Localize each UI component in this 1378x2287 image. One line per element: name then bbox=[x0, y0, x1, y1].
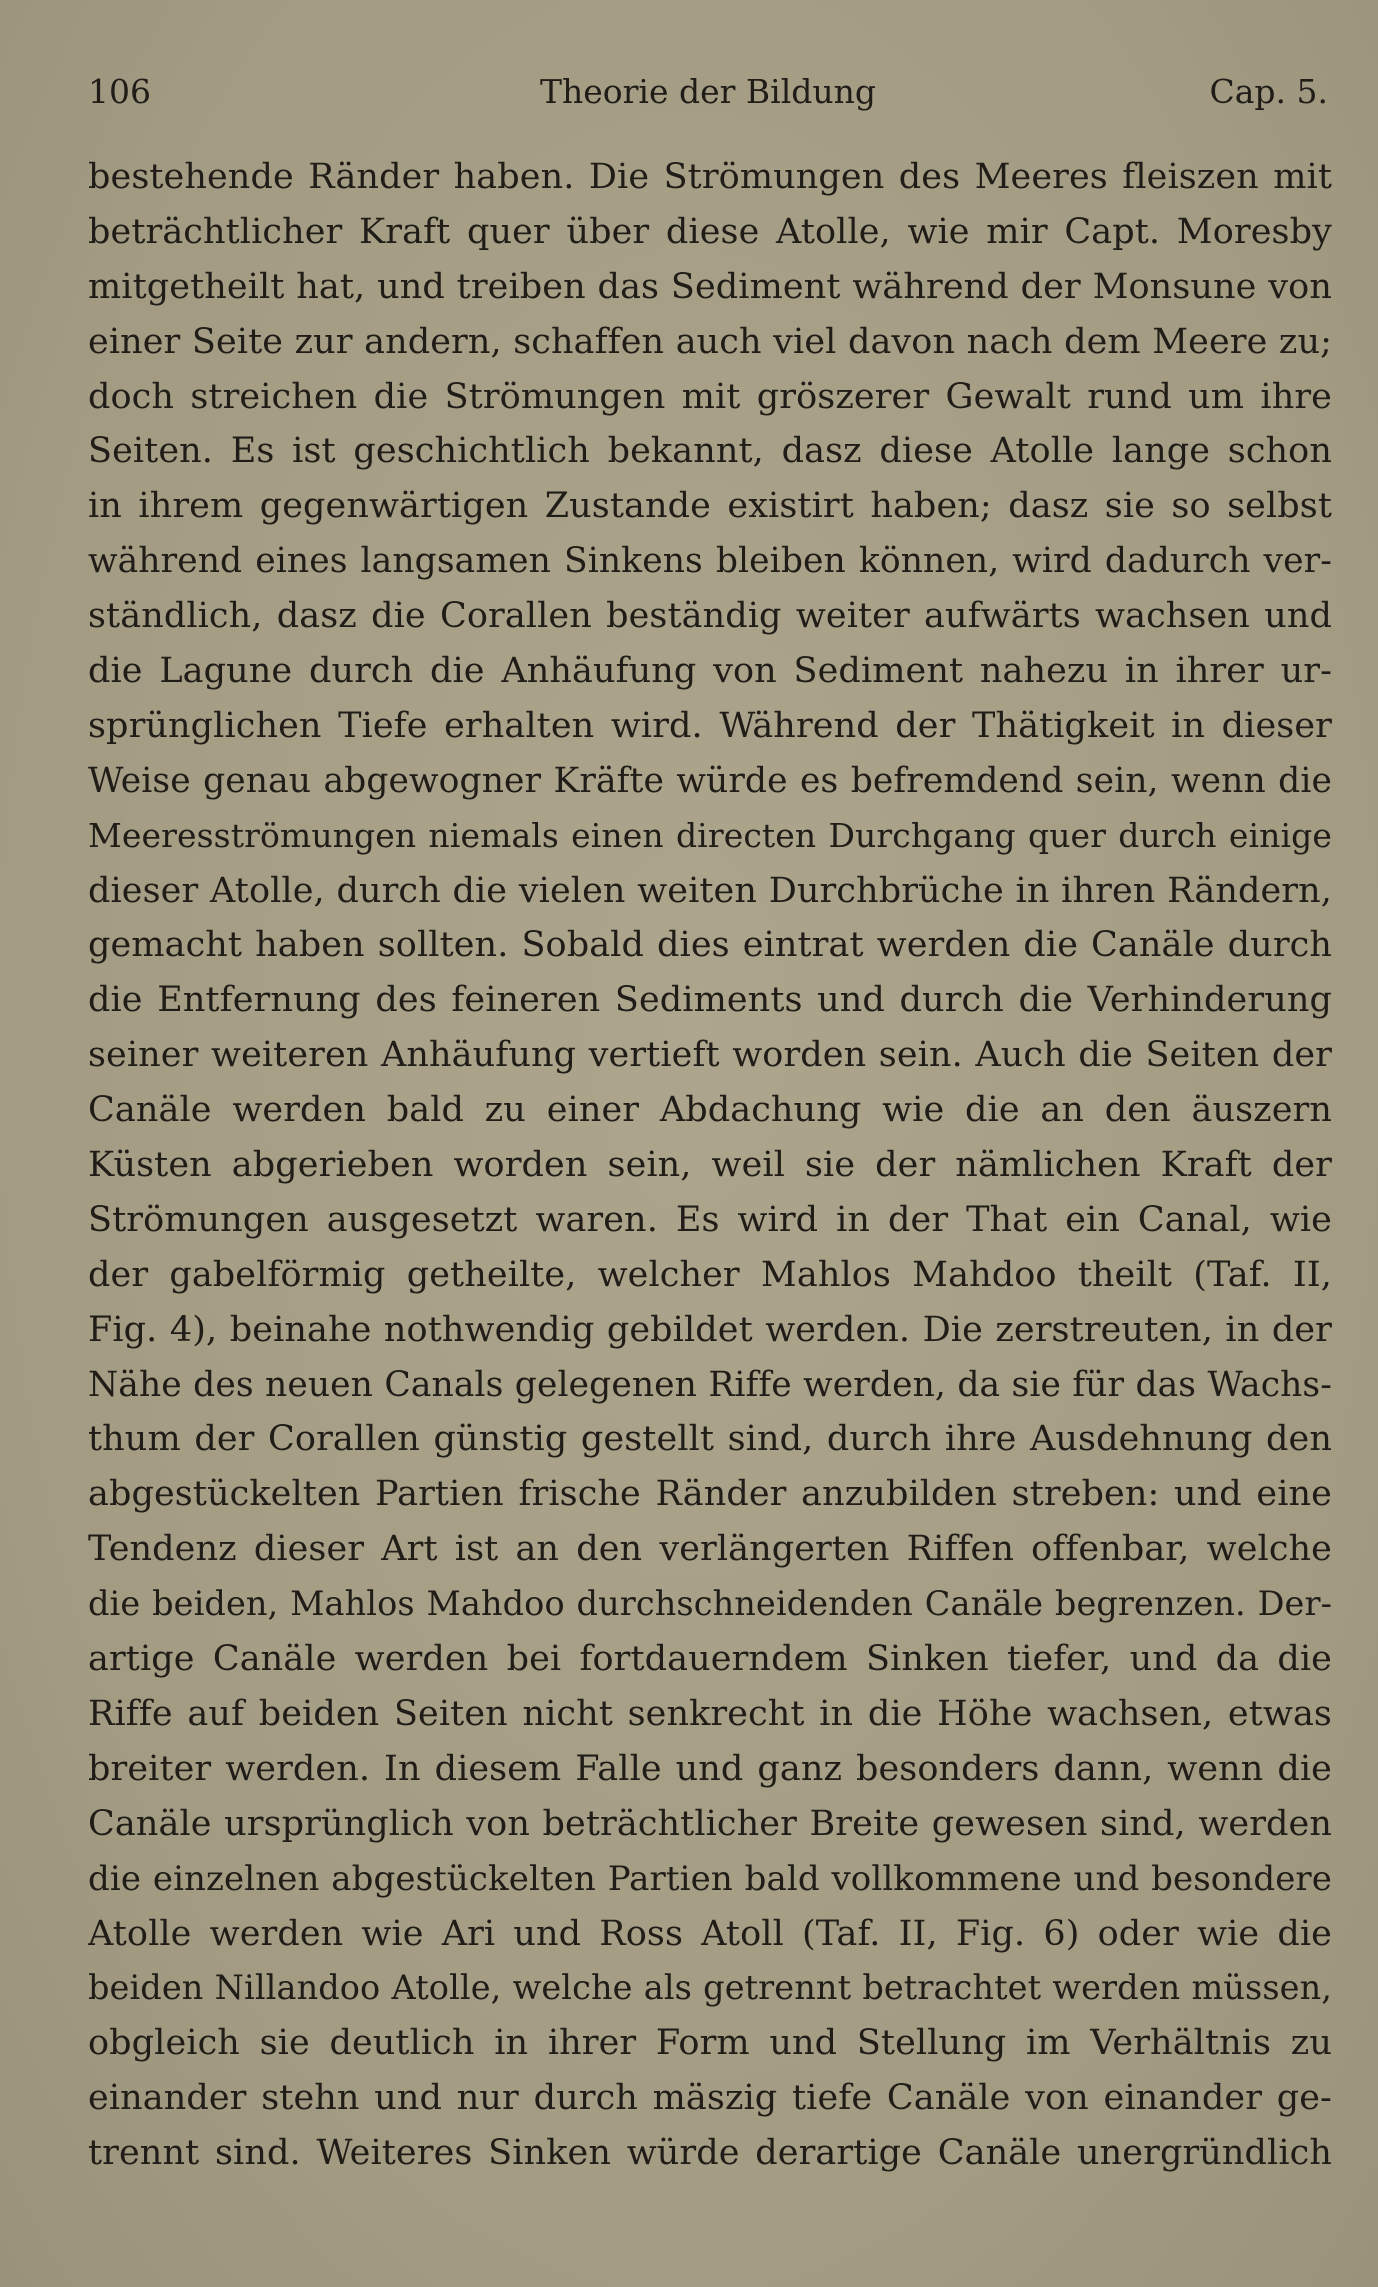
text-line: doch streichen die Strömungen mit gröszerer Gewalt rund um ihre bbox=[88, 376, 1332, 417]
text-line: Riffe auf beiden Seiten nicht senkrecht in die Höhe wachsen, etwas bbox=[88, 1693, 1332, 1734]
text-line: der gabelförmig getheilte, welcher Mahlos Mahdoo theilt (Taf. II, bbox=[88, 1254, 1332, 1295]
text-line: dieser Atolle, durch die vielen weiten Durchbrüche in ihren Rändern, bbox=[88, 870, 1332, 911]
text-line: in ihrem gegenwärtigen Zustande existirt haben; dasz sie so selbst bbox=[88, 486, 1332, 527]
text-line: Tendenz dieser Art ist an den verlängerten Riffen offenbar, welche bbox=[88, 1529, 1332, 1570]
text-line: die Entfernung des feineren Sediments und durch die Verhinderung bbox=[88, 980, 1332, 1021]
chapter-label: Cap. 5. bbox=[1209, 72, 1328, 111]
page-number: 106 bbox=[88, 72, 151, 111]
text-line: die Lagune durch die Anhäufung von Sediment nahezu in ihrer ur- bbox=[88, 651, 1332, 692]
text-line: Weise genau abgewogner Kräfte würde es befremdend sein, wenn die bbox=[88, 760, 1332, 801]
text-line: die beiden, Mahlos Mahdoo durchschneidenden Canäle begrenzen. Der- bbox=[88, 1584, 1332, 1624]
text-line: Meeresströmungen niemals einen directen Durchgang quer durch einige bbox=[88, 815, 1332, 855]
text-line: thum der Corallen günstig gestellt sind, durch ihre Ausdehnung den bbox=[88, 1419, 1332, 1460]
text-line: die einzelnen abgestückelten Partien bald vollkommene und besondere bbox=[88, 1858, 1332, 1899]
text-line: gemacht haben sollten. Sobald dies eintrat werden die Canäle durch bbox=[88, 925, 1332, 966]
text-line: Canäle ursprünglich von beträchtlicher Breite gewesen sind, werden bbox=[88, 1803, 1332, 1844]
text-line: bestehende Ränder haben. Die Strömungen des Meeres fleiszen mit bbox=[88, 157, 1332, 197]
text-line: einer Seite zur andern, schaffen auch viel davon nach dem Meere zu; bbox=[88, 321, 1332, 362]
text-line: trennt sind. Weiteres Sinken würde derartige Canäle unergründlich bbox=[88, 2133, 1332, 2174]
text-line: seiner weiteren Anhäufung vertieft worden sein. Auch die Seiten der bbox=[88, 1035, 1332, 1076]
text-line: artige Canäle werden bei fortdauerndem Sinken tiefer, und da die bbox=[88, 1639, 1332, 1680]
body-text bbox=[88, 150, 1332, 2181]
text-line: Fig. 4), beinahe nothwendig gebildet werden. Die zerstreuten, in der bbox=[88, 1309, 1332, 1350]
text-line: einander stehn und nur durch mäszig tiefe Canäle von einander ge- bbox=[88, 2078, 1332, 2119]
text-line: Seiten. Es ist geschichtlich bekannt, dasz diese Atolle lange schon bbox=[88, 431, 1332, 472]
text-line: beträchtlicher Kraft quer über diese Atolle, wie mir Capt. Moresby bbox=[88, 211, 1332, 252]
text-line: Canäle werden bald zu einer Abdachung wie die an den äuszern bbox=[88, 1090, 1332, 1131]
text-line: mitgetheilt hat, und treiben das Sediment während der Monsune von bbox=[88, 266, 1332, 307]
text-line: während eines langsamen Sinkens bleiben können, wird dadurch ver- bbox=[88, 541, 1332, 582]
text-line: beiden Nillandoo Atolle, welche als getrennt betrachtet werden müssen, bbox=[88, 1968, 1332, 2008]
text-line: ständlich, dasz die Corallen beständig weiter aufwärts wachsen und bbox=[88, 596, 1332, 637]
text-line: Strömungen ausgesetzt waren. Es wird in der That ein Canal, wie bbox=[88, 1199, 1332, 1240]
running-header bbox=[88, 68, 1328, 116]
text-line: obgleich sie deutlich in ihrer Form und Stellung im Verhältnis zu bbox=[88, 2023, 1332, 2064]
running-title: Theorie der Bildung bbox=[539, 72, 877, 111]
text-line: Küsten abgerieben worden sein, weil sie der nämlichen Kraft der bbox=[88, 1145, 1332, 1186]
text-line: breiter werden. In diesem Falle und ganz besonders dann, wenn die bbox=[88, 1748, 1332, 1789]
text-line: Nähe des neuen Canals gelegenen Riffe werden, da sie für das Wachs- bbox=[88, 1364, 1332, 1405]
text-line: Atolle werden wie Ari und Ross Atoll (Taf. II, Fig. 6) oder wie die bbox=[88, 1913, 1332, 1954]
text-line: sprünglichen Tiefe erhalten wird. Während der Thätigkeit in dieser bbox=[88, 705, 1332, 746]
text-line: abgestückelten Partien frische Ränder anzubilden streben: und eine bbox=[88, 1474, 1332, 1515]
